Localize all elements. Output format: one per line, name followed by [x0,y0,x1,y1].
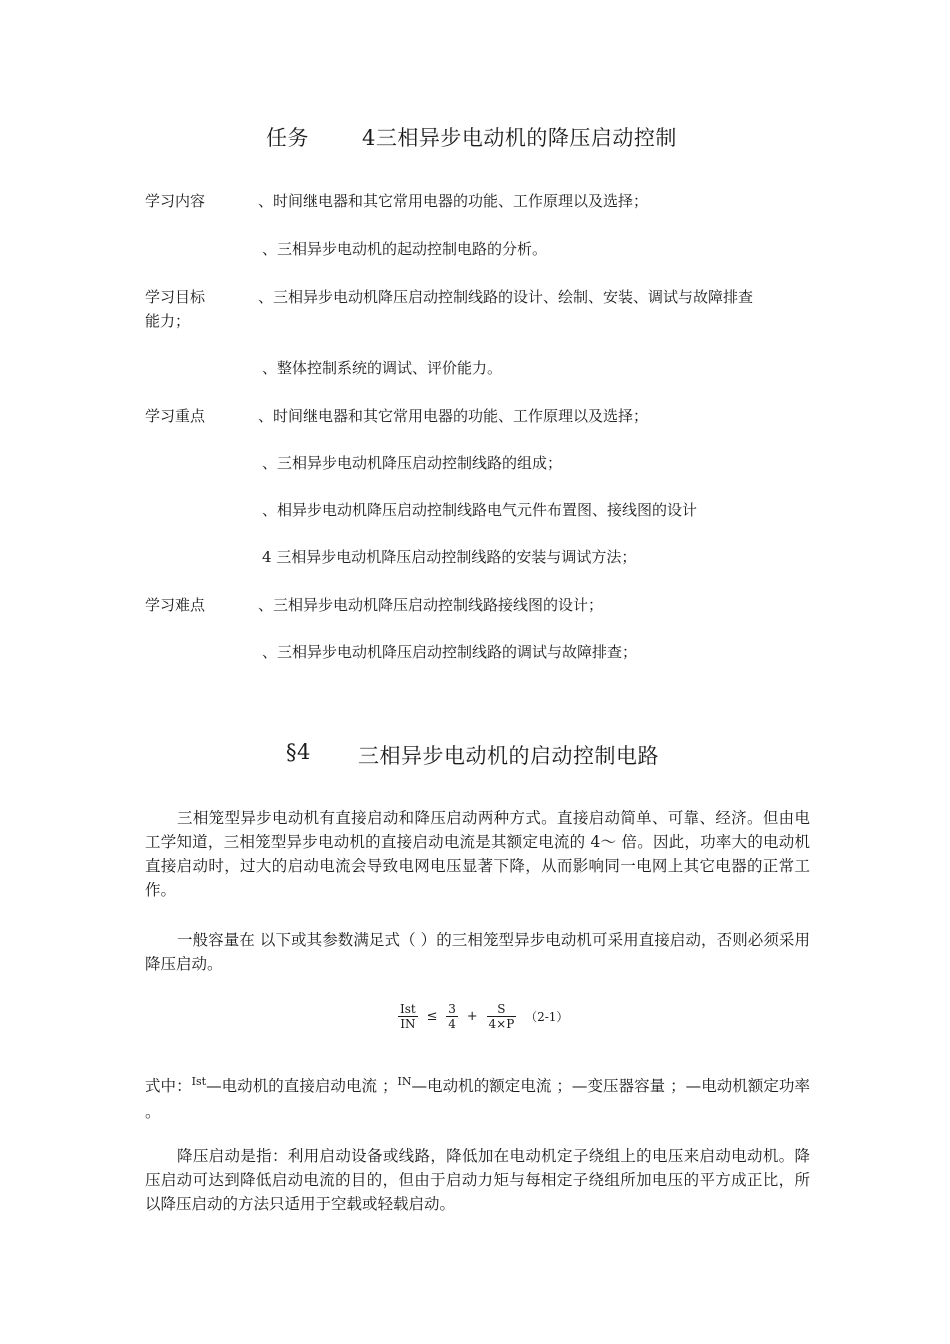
equation-number: （2-1） [525,1010,569,1024]
goal-item-1-cont: 能力； [145,312,191,330]
section-label-difficulty: 学习难点 [145,596,206,614]
formula-2-1 [396,1002,571,1031]
fraction-denominator-4p: 4×P [488,1017,515,1031]
focus-item-3: 、相异步电动机降压启动控制线路电气元件布置图、接线图的设计 [262,501,698,519]
fraction-denominator-4: 4 [448,1017,456,1031]
chapter-number: §4 [286,740,311,764]
fraction-numerator-s: S [487,1002,517,1017]
paragraph-intro: 三相笼型异步电动机有直接启动和降压启动两种方式。直接启动简单、可靠、经济。但由电工学知道，三相笼型异步电动机的直接启动电流是其额定电流的 4～ 倍。因此，功率大的电动机直接启动时，过大的启动电流会导致电网电压显著下降，从而影响同一电网上其它电器的正常工作。 [145,809,810,899]
definition-in: —电动机的额定电流 ；—变压器容量 ；—电动机额定功率 。 [145,1077,810,1121]
chapter-title: 三相异步电动机的启动控制电路 [358,744,659,768]
in-symbol: IN [400,1017,416,1031]
definition-ist: —电动机的直接启动电流 ； [206,1077,398,1095]
task-title-prefix: 任务 [266,126,309,150]
section-label-goal: 学习目标 [145,288,206,306]
paragraph-direct-start: 一般容量在 以下或其参数满足式（ ）的三相笼型异步电动机可采用直接启动，否则必须采用降压启动。 [145,931,810,973]
goal-item-1: 、三相异步电动机降压启动控制线路的设计、绘制、安装、调试与故障排查 [258,288,754,306]
task-title: 4三相异步电动机的降压启动控制 [362,126,677,150]
ratio-fraction [398,1002,418,1031]
paragraph-reduced-voltage: 降压启动是指：利用启动设备或线路，降低加在电动机定子绕组上的电压来启动电动机。降压启动可达到降低启动电流的目的，但由于启动力矩与每相定子绕组所加电压的平方成正比，所以降压启动的方法只适用于空载或轻载启动。 [145,1147,810,1213]
leq-sign: ≤ [426,1009,438,1024]
focus-item-2: 、三相异步电动机降压启动控制线路的组成； [262,454,563,472]
paragraph-symbol-definitions [145,1074,810,1124]
ist-symbol: Ist [400,1002,416,1016]
focus-item-1: 、时间继电器和其它常用电器的功能、工作原理以及选择； [258,407,649,425]
content-item-2: 、三相异步电动机的起动控制电路的分析。 [262,240,548,258]
definitions-prefix: 式中： [145,1077,192,1095]
difficulty-item-1: 、三相异步电动机降压启动控制线路接线图的设计； [258,596,604,614]
focus-item-4: 4 三相异步电动机降压启动控制线路的安装与调试方法； [262,548,637,566]
in-inline-symbol: IN [397,1075,412,1088]
difficulty-item-2: 、三相异步电动机降压启动控制线路的调试与故障排查； [262,643,638,661]
plus-sign: + [466,1009,478,1024]
ist-inline-symbol: Ist [191,1075,207,1088]
content-item-1: 、时间继电器和其它常用电器的功能、工作原理以及选择； [258,192,649,210]
goal-item-2: 、整体控制系统的调试、评价能力。 [262,359,503,377]
fraction-numerator-3: 3 [448,1002,456,1016]
three-quarters-fraction [446,1002,458,1031]
section-label-content: 学习内容 [145,192,206,210]
s-over-4p-fraction [487,1002,517,1031]
section-label-focus: 学习重点 [145,407,206,425]
